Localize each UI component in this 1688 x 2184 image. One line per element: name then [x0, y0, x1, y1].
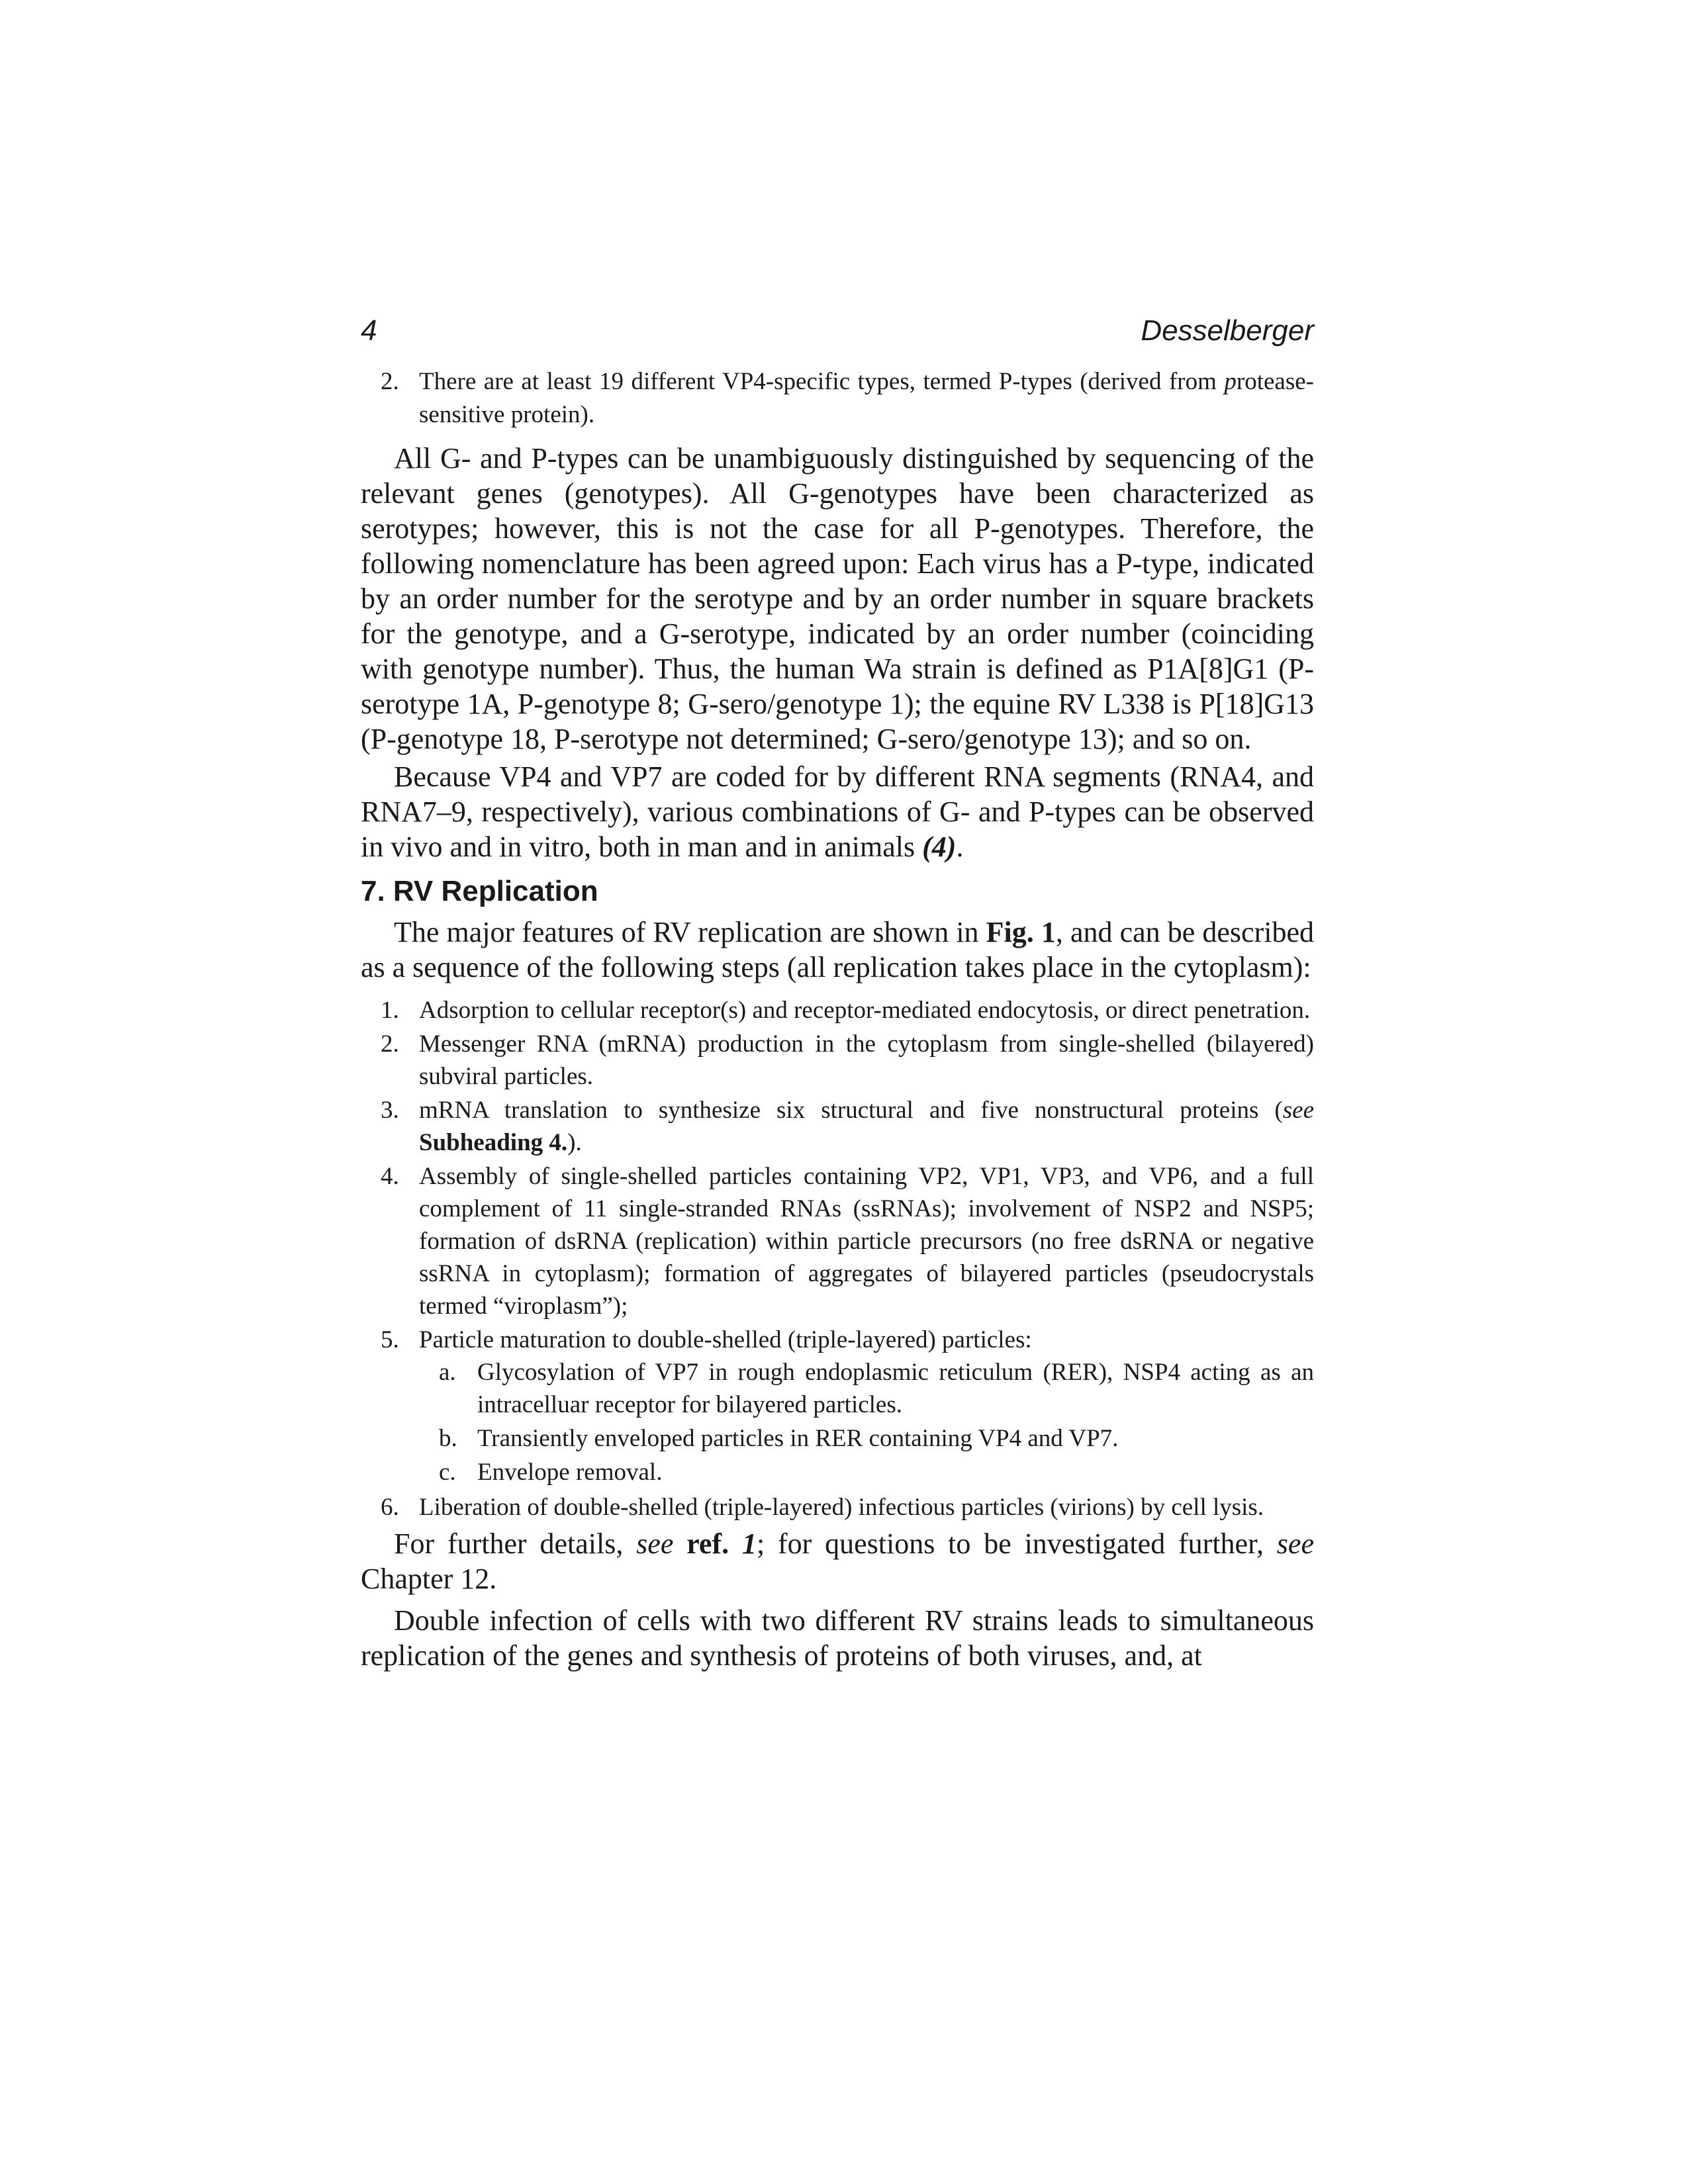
list-item-number: 3.: [381, 1097, 399, 1124]
sublist-item: [419, 1356, 1314, 1421]
list-item-text-part: There are at least 19 different VP4-specific types, termed P-types (derived from: [419, 368, 1225, 395]
running-head: [361, 311, 1314, 351]
p-type-list: [361, 365, 1314, 432]
sublist-item-letter: c.: [439, 1459, 456, 1486]
sublist-item: [419, 1422, 1314, 1455]
paragraph-text: , and can be described as a sequence of the following steps (all replication takes place in the cytoplasm):: [361, 916, 1314, 983]
see-italic: see: [1276, 1527, 1314, 1560]
see-italic: see: [1282, 1097, 1314, 1124]
sublist-item-text: Glycosylation of VP7 in rough endoplasmic reticulum (RER), NSP4 acting as an intracelluar receptor for bilayered particles.: [477, 1359, 1314, 1418]
sublist-item-text: Envelope removal.: [477, 1459, 663, 1486]
list-item-text-part: Particle maturation to double-shelled (triple-layered) particles:: [419, 1326, 1032, 1353]
running-head-author: Desselberger: [1141, 314, 1314, 347]
page-content: [361, 311, 1314, 1673]
list-item: [361, 1324, 1314, 1490]
list-item-number: 5.: [381, 1326, 399, 1353]
list-item-text: [419, 365, 1314, 432]
paragraph-replication-intro: [361, 915, 1314, 985]
list-item: [361, 994, 1314, 1026]
maturation-sublist: [419, 1356, 1314, 1488]
paragraph-nomenclature: All G- and P-types can be unambiguously distinguished by sequencing of the relevant genes (genotypes). All G-genotypes have been characterized as serotypes; however, this is not the case for all P-genotypes. Therefore, the following nomenclature has been agreed upon: Each virus has a P-type, indicated by an order number for the serotype and by an order number in square brackets for the genotype, and a G-serotype, indicated by an order number (coinciding with genotype number). Thus, the human Wa strain is defined as P1A[8]G1 (P-serotype 1A, P-genotype 8; G-sero/genotype 1); the equine RV L338 is P[18]G13 (P-genotype 18, P-serotype not determined; G-sero/genotype 13); and so on.: [361, 442, 1314, 755]
list-item-text: [419, 1324, 1314, 1490]
list-item-text-part: rotease-sensitive protein).: [419, 368, 1314, 428]
page-number: 4: [361, 314, 377, 347]
reference-number: 1: [741, 1527, 757, 1560]
list-item: [361, 1160, 1314, 1322]
replication-steps-list: [361, 994, 1314, 1524]
paragraph-text: For further details,: [394, 1527, 637, 1560]
list-item: [361, 1491, 1314, 1524]
paragraph-text: Chapter 12.: [361, 1563, 497, 1595]
sublist-item-text: Transiently enveloped particles in RER containing VP4 and VP7.: [477, 1425, 1119, 1452]
list-item: [361, 1094, 1314, 1159]
list-item-number: 4.: [381, 1163, 399, 1190]
sublist-item-letter: b.: [439, 1425, 457, 1452]
see-italic: see: [636, 1527, 674, 1560]
list-item-text-part: ).: [567, 1129, 582, 1156]
list-item: [361, 365, 1314, 432]
list-item-italic: p: [1224, 368, 1237, 395]
sublist-item-letter: a.: [439, 1359, 456, 1386]
reference-label: ref.: [686, 1527, 742, 1560]
list-item-text: Liberation of double-shelled (triple-layered) infectious particles (virions) by cell lysis.: [419, 1494, 1264, 1521]
paragraph-text: ; for questions to be investigated further,: [756, 1527, 1277, 1560]
figure-reference: Fig. 1: [986, 916, 1056, 948]
section-heading: 7. RV Replication: [361, 875, 598, 907]
subheading-reference: Subheading 4.: [419, 1129, 568, 1156]
list-item-number: 2.: [381, 368, 399, 395]
paragraph-double-infection: Double infection of cells with two different RV strains leads to simultaneous replication of the genes and synthesis of proteins of both viruses, and, at: [361, 1604, 1314, 1672]
paragraph-text: Because VP4 and VP7 are coded for by different RNA segments (RNA4, and RNA7–9, respectively), various combinations of G- and P-types can be observed in vivo and in vitro, both in man and in animals: [361, 760, 1314, 863]
paragraph-text: The major features of RV replication are shown in: [394, 916, 986, 948]
paragraph-text: .: [956, 831, 964, 863]
sublist-item: [419, 1456, 1314, 1488]
reference-link: (4): [922, 831, 957, 863]
paragraph-segments: [361, 759, 1314, 864]
paragraph-further-details: [361, 1526, 1314, 1596]
list-item-text: Assembly of single-shelled particles containing VP2, VP1, VP3, and VP6, and a full complement of 11 single-stranded RNAs (ssRNAs); involvement of NSP2 and NSP5; formation of dsRNA (replication) within particle precursors (no free dsRNA or negative ssRNA in cytoplasm); formation of aggregates of bilayered particles (pseudocrystals termed “viroplasm”);: [419, 1163, 1314, 1320]
list-item-number: 1.: [381, 997, 399, 1024]
list-item-text: Messenger RNA (mRNA) production in the cytoplasm from single-shelled (bilayered) subviral particles.: [419, 1030, 1314, 1090]
list-item: [361, 1028, 1314, 1093]
list-item-number: 6.: [381, 1494, 399, 1521]
list-item-text: Adsorption to cellular receptor(s) and receptor-mediated endocytosis, or direct penetration.: [419, 997, 1311, 1024]
list-item-text: [419, 1094, 1314, 1159]
list-item-text-part: mRNA translation to synthesize six structural and five nonstructural proteins (: [419, 1097, 1283, 1124]
list-item-number: 2.: [381, 1030, 399, 1058]
